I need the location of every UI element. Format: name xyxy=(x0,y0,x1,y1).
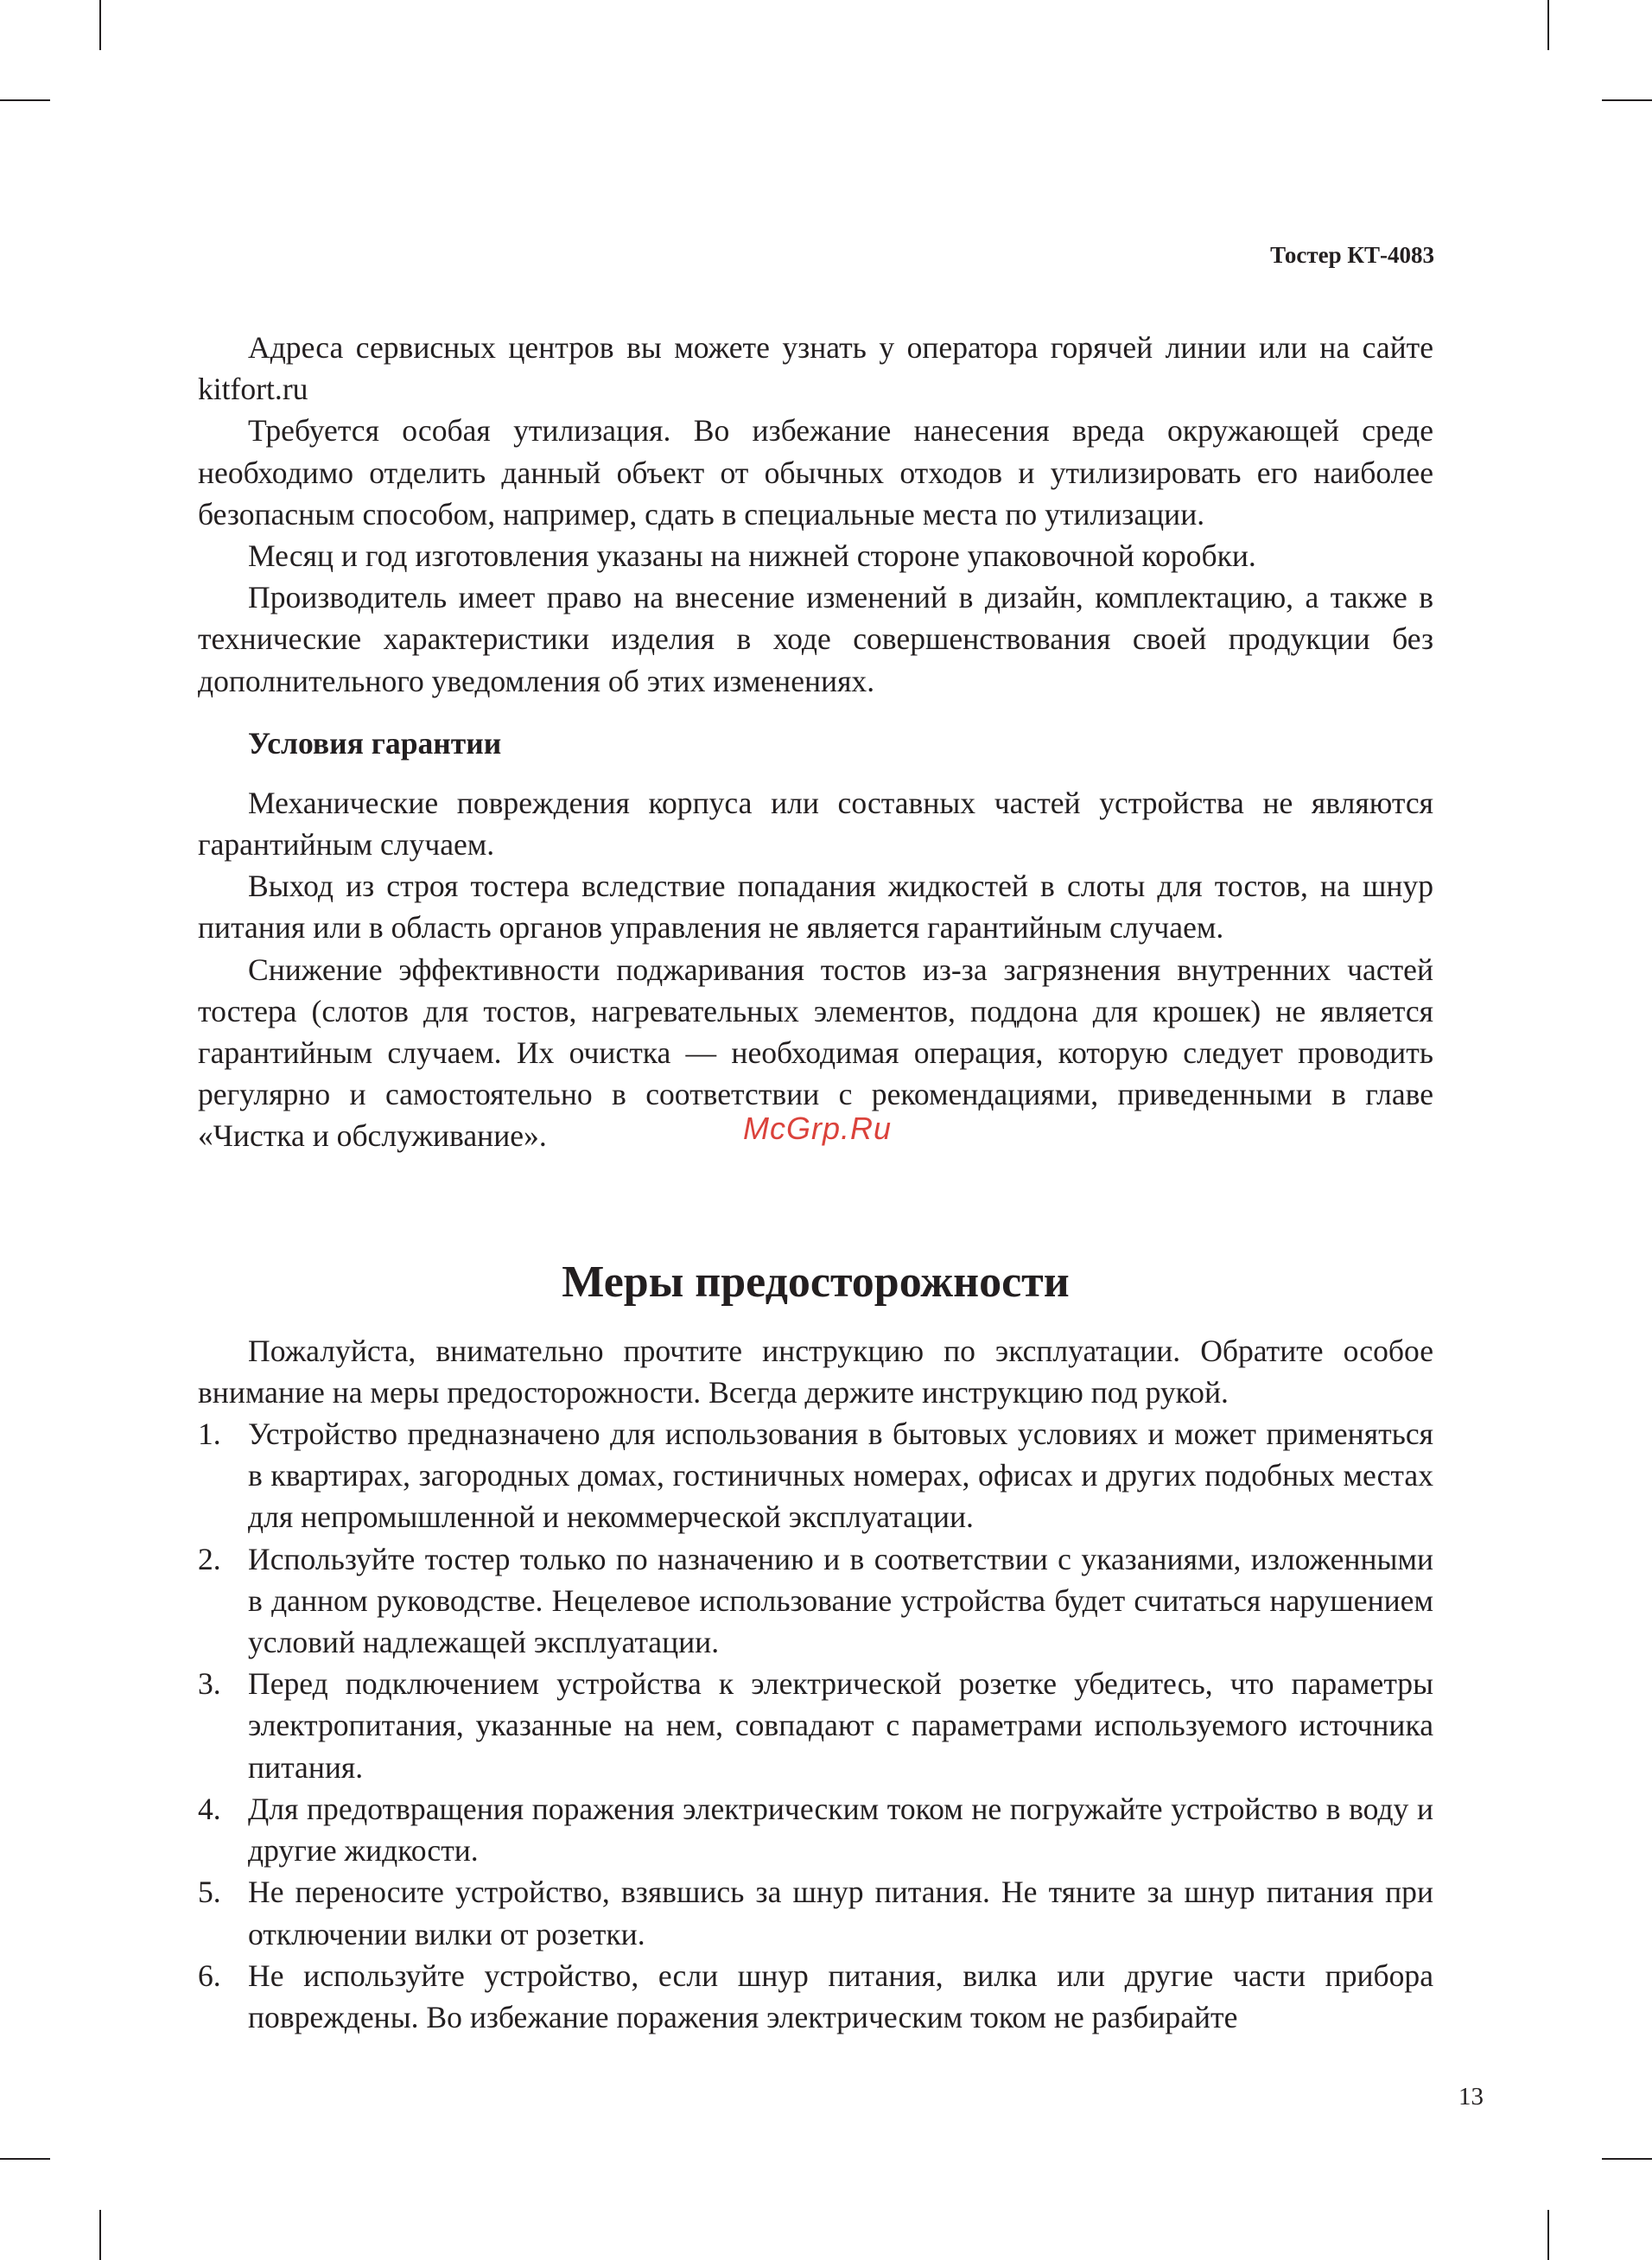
list-item-text: Не переносите устройство, взявшись за шнур питания. Не тяните за шнур питания при отключении вилки от розетки. xyxy=(248,1875,1433,1951)
precautions-list xyxy=(198,1413,1433,2038)
list-item xyxy=(198,1955,1433,2038)
section-title: Меры предосторожности xyxy=(562,1257,1070,1307)
list-item-number: 2. xyxy=(198,1541,221,1576)
crop-mark-bottom-left-h xyxy=(0,2158,50,2160)
list-item-number: 1. xyxy=(198,1416,221,1452)
list-item-number: 5. xyxy=(198,1875,221,1910)
crop-mark-bottom-right-h xyxy=(1602,2158,1652,2160)
crop-mark-top-left xyxy=(99,0,101,50)
intro-paragraph: Адреса сервисных центров вы можете узнать у оператора горячей линии или на сайте kitfort.ru xyxy=(198,330,1433,407)
warranty-paragraph: Выход из строя тостера вследствие попадания жидкостей в слоты для тостов, на шнур питания или в область органов управления не является гарантийным случаем. xyxy=(198,869,1433,945)
intro-paragraph: Производитель имеет право на внесение изменений в дизайн, комплектацию, а также в технические характеристики изделия в ходе совершенствования своей продукции без дополнительного уведомления об этих изменениях. xyxy=(198,580,1433,698)
intro-paragraph: Требуется особая утилизация. Во избежание нанесения вреда окружающей среде необходимо отделить данный объект от обычных отходов и утилизировать его наиболее безопасным способом, например, сдать в специальные места по утилизации. xyxy=(198,413,1433,532)
precautions-intro: Пожалуйста, внимательно прочтите инструкцию по эксплуатации. Обратите особое внимание на меры предосторожности. Всегда держите инструкцию под рукой. xyxy=(198,1333,1433,1410)
list-item-number: 3. xyxy=(198,1666,221,1702)
page-number: 13 xyxy=(1458,2083,1484,2110)
list-item-text: Для предотвращения поражения электрическим током не погружайте устройство в воду и другие жидкости. xyxy=(248,1791,1433,1868)
page-body xyxy=(198,327,1433,2038)
crop-mark-top-right-h xyxy=(1602,99,1652,101)
warranty-paragraph: Механические повреждения корпуса или составных частей устройства не являются гарантийным случаем. xyxy=(198,785,1433,863)
list-item-number: 6. xyxy=(198,1958,221,1993)
list-item-text: Используйте тостер только по назначению и в соответствии с указаниями, изложенными в данном руководстве. Нецелевое использование устройства будет считаться нарушением условий надлежащей эксплуатации. xyxy=(248,1541,1433,1660)
crop-mark-bottom-right xyxy=(1547,2210,1549,2260)
list-item-text: Не используйте устройство, если шнур питания, вилка или другие части прибора повреждены. Во избежание поражения электрическим током не разбирайте xyxy=(248,1958,1433,2034)
list-item xyxy=(198,1538,1433,1664)
watermark: McGrp.Ru xyxy=(743,1111,893,1146)
crop-mark-bottom-left xyxy=(99,2210,101,2260)
list-item-text: Перед подключением устройства к электрической розетке убедитесь, что параметры электропитания, указанные на нем, совпадают с параметрами используемого источника питания. xyxy=(248,1666,1433,1785)
list-item xyxy=(198,1871,1433,1954)
warranty-heading: Условия гарантии xyxy=(248,725,502,761)
crop-mark-top-right xyxy=(1547,0,1549,50)
list-item xyxy=(198,1663,1433,1788)
list-item xyxy=(198,1413,1433,1538)
warranty-paragraph: Снижение эффективности поджаривания тостов из-за загрязнения внутренних частей тостера (слотов для тостов, нагревательных элементов, поддона для крошек) не является гарантийным случаем. Их очистка — необходимая операция, которую следует проводить регулярно и самостоятельно в соответствии с рекомендациями, приведенными в главе «Чистка и обслуживание». xyxy=(198,952,1433,1154)
list-item-text: Устройство предназначено для использования в бытовых условиях и может применяться в квартирах, загородных домах, гостиничных номерах, офисах и других подобных местах для непромышленной и некоммерческой эксплуатации. xyxy=(248,1416,1433,1535)
list-item-number: 4. xyxy=(198,1791,221,1826)
crop-mark-top-left-h xyxy=(0,99,50,101)
list-item xyxy=(198,1788,1433,1871)
running-header: Тостер КТ-4083 xyxy=(1270,242,1434,268)
intro-paragraph: Месяц и год изготовления указаны на нижней стороне упаковочной коробки. xyxy=(248,538,1256,574)
